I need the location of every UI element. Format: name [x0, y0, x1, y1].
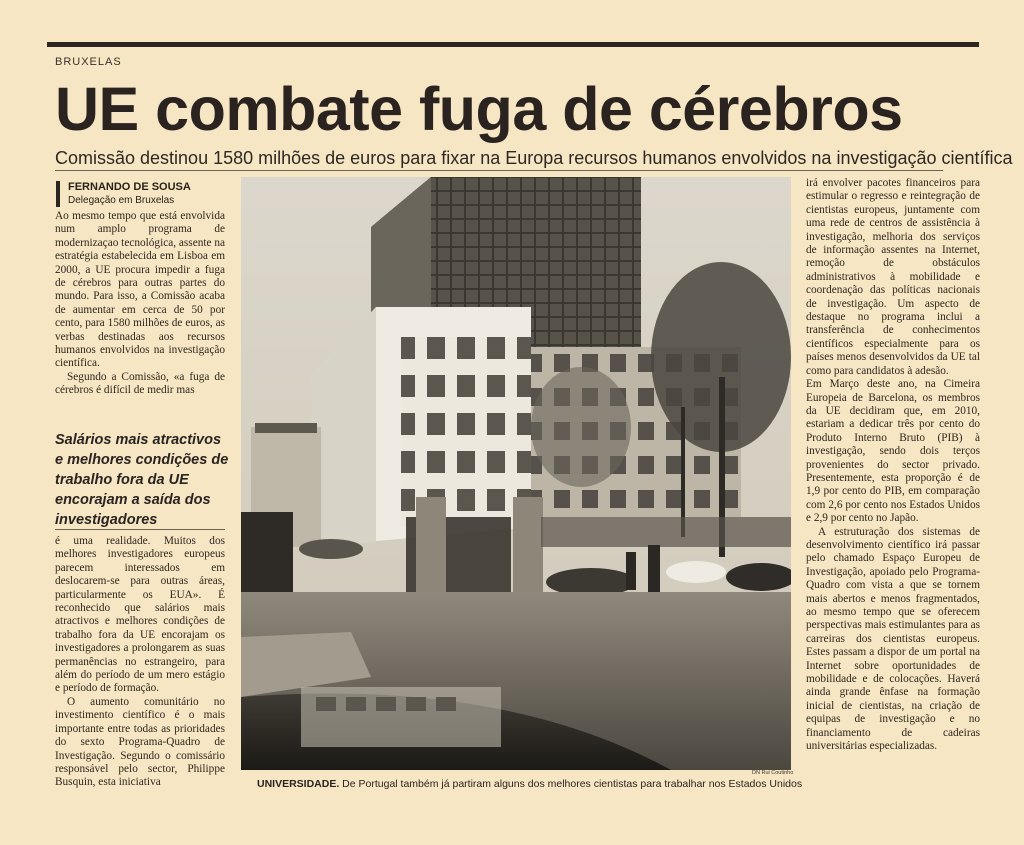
- byline: [56, 181, 191, 207]
- paragraph: irá envolver pacotes financeiros para estimular o regresso e reintegração de cientistas europeus, juntamente com uma rede de centros de assistência à investigação, melhoria dos serviços de informação assentes na Internet, remoção de obstáculos administrativos à mobilidade e coordenação das políticas nacionais de investigação. Um aspecto de destaque no programa inclui a transferência de conhecimentos científicos especialmente para os países menos desenvolvidos da UE tal como para candidatos à adesão.: [806, 177, 980, 377]
- pull-quote-rule: [55, 529, 225, 530]
- column-1-bottom: [55, 535, 225, 790]
- paragraph: A estruturação dos sistemas de desenvolvimento científico irá passar pelo chamado Espaço Europeu de Investigação, apoiado pelo Programa-Quadro com vista a que se tornem mais abertos e menos fragmentados, ao mesmo tempo que se oferecem perspectivas mais estimulantes para as carreiras dos cientistas europeus. Estes passam a dispor de um portal na Internet sobre oportunidades de mobilidade e de colocações. Haverá ainda grande ênfase na formação inicial de cientistas, na criação de equipas de investigação e no financiamento de cadeiras universitárias especializadas.: [806, 525, 980, 753]
- author-role: Delegação em Bruxelas: [68, 195, 175, 206]
- top-rule: [47, 42, 979, 47]
- paragraph: Em Março deste ano, na Cimeira Europeia de Barcelona, os membros da UE decidiram que, em 2010, estariam a dedicar três por cento do Produto Interno Bruto (PIB) à investigação, sendo dois terços provenientes do sector privado. Presentemente, esta proporção é de 1,9 por cento do PIB, em comparação com 2,6 por cento nos Estados Unidos e 2,9 por cento no Japão.: [806, 378, 980, 525]
- column-1-top: [55, 210, 225, 398]
- university-building-photo: [241, 177, 791, 770]
- subheadline: Comissão destinou 1580 milhões de euros para fixar na Europa recursos humanos envolvidos na investigação científica: [55, 148, 1013, 168]
- headline: UE combate fuga de cérebros: [55, 75, 903, 143]
- paragraph: Segundo a Comissão, «a fuga de cérebros é difícil de medir mas: [55, 370, 225, 397]
- subhead-rule: [55, 170, 943, 171]
- paragraph: O aumento comunitário no investimento científico é o mais importante entre todas as prioridades do sexto Programa-Quadro de Investigação. Segundo o comissário responsável pelo sector, Philippe Busquin, esta iniciativa: [55, 695, 225, 789]
- caption-text: De Portugal também já partiram alguns dos melhores cientistas para trabalhar nos Estados Unidos: [339, 778, 803, 790]
- paragraph: Ao mesmo tempo que está envolvida num amplo programa de modernizaçao tecnológica, assente na estratégia estabelecida em Lisboa em 2000, a UE procura impedir a fuga de cérebros para outras partes do mundo. Para isso, a Comissão acaba de aumentar em cerca de 50 por cento, para 1580 milhões de euros, as verbas destinadas aos recursos humanos envolvidos na investigação científica.: [55, 210, 225, 370]
- photo-credit: DN Rui Coutinho: [752, 770, 794, 776]
- section-label: BRUXELAS: [55, 56, 122, 68]
- pull-quote: Salários mais atractivos e melhores condições de trabalho fora da UE encorajam a saída dos investigadores: [55, 432, 229, 528]
- caption-label: UNIVERSIDADE.: [257, 778, 340, 790]
- author-name: FERNANDO DE SOUSA: [68, 181, 191, 193]
- paragraph: é uma realidade. Muitos dos melhores investigadores europeus parecem interessados em deslocarem-se para outras áreas, particularmente os EUA». É reconhecido que salários mais atractivos e melhores condições de trabalho fora da UE encorajam os investigadores a prolongarem as suas permanências no estrangeiro, para além do período de um mero estágio e período de formação.: [55, 535, 225, 695]
- photo-caption: [257, 778, 803, 791]
- column-3: [806, 177, 980, 753]
